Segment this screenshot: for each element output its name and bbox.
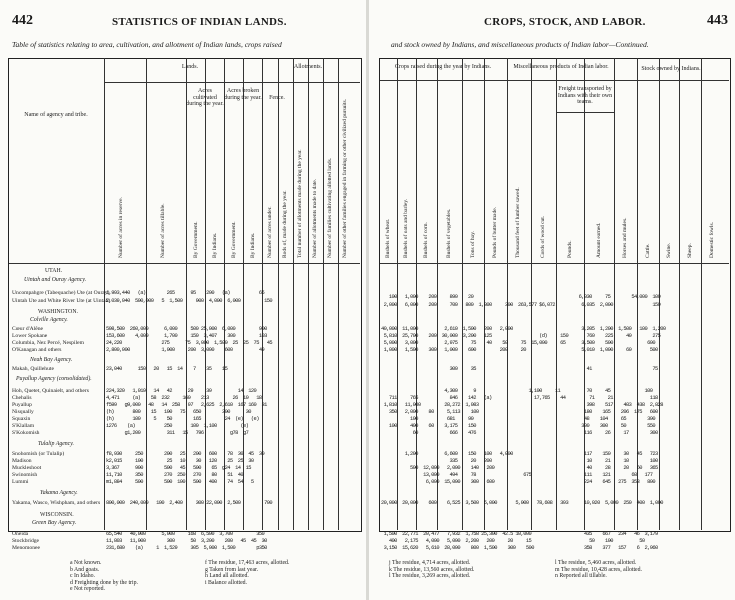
page-number-left: 442 bbox=[12, 13, 33, 28]
col-rule bbox=[278, 58, 279, 530]
row-values: 500 12,000 2,000 140 200 40 28 20 60 365 bbox=[381, 465, 658, 471]
table-row: Yakama, Wasco, Wishpham, and others bbox=[12, 500, 101, 506]
row-values: 40,000 11,000 2,610 1,500 200 2,000 3,205 1,200 1,500 100 1,200 bbox=[381, 326, 666, 332]
col-header: Number of other families engaged in farming or other civilized pursuits. bbox=[342, 99, 348, 258]
row-values: 1,000 1,500 300 1,000 600 200 20 5,010 1,000 60 500 bbox=[381, 347, 658, 353]
row-values: 100 400 60 3,175 150 300 300 50 550 bbox=[381, 423, 656, 429]
state-heading: WISCONSIN. bbox=[40, 512, 74, 518]
caption-left: Table of statistics relating to area, cultivation, and allotment of Indian lands, crops raised bbox=[12, 40, 282, 49]
state-heading: UTAH. bbox=[45, 268, 63, 274]
footnote: b And goats. bbox=[70, 566, 100, 573]
row-values: 60 666 476 116 26 17 300 bbox=[381, 430, 658, 436]
group-header-freight: Freight transported by Indians with their own teams. bbox=[557, 86, 613, 105]
col-header: Number of acres under. bbox=[267, 206, 273, 258]
agency-heading: Tulalip Agency. bbox=[38, 441, 74, 447]
row-values: 24,220 275 75 3,000 1,500 25 25 75 45 bbox=[106, 340, 272, 346]
table-row: Makah, Quillehute bbox=[12, 366, 54, 372]
footnote: f The residue, 17,463 acres, allotted. bbox=[205, 560, 290, 566]
header-divider-right bbox=[380, 263, 729, 264]
footnotes-left-col bbox=[70, 560, 138, 593]
row-values: 224,320 1,019 14 42 29 39 14 120 bbox=[106, 388, 257, 394]
footnotes-right-col bbox=[555, 560, 642, 580]
table-row: Madison bbox=[12, 458, 32, 464]
row-values: i276 (a) 250 100 1,100 (e) bbox=[106, 423, 249, 429]
row-values: 711 765 846 142 (a) 17,765 44 71 21 118 bbox=[381, 395, 658, 401]
right-page bbox=[369, 0, 735, 600]
agency-heading: Neah Bay Agency. bbox=[30, 357, 73, 363]
table-row: Columbia, Nez Percé, Nespilem bbox=[12, 340, 84, 346]
footnote: l The residue, 5,460 acres, allotted. bbox=[555, 560, 637, 566]
agency-heading: Yakama Agency. bbox=[40, 490, 78, 496]
group-header-fence: Fence. bbox=[269, 95, 285, 101]
row-values: 3,367 900 500 45 500 65 g24 14 15 bbox=[106, 465, 251, 471]
col-header: Bushels of corn. bbox=[423, 222, 429, 258]
row-values: 3,150 15,620 5,610 28,000 800 1,500 300 500 358 377 157 6 2,960 bbox=[381, 545, 658, 551]
group-divider-right bbox=[380, 80, 729, 81]
row-values: 2,000 6,000 200 700 800 1,800 300 263,577 $6,072 6,035 2,000 150 bbox=[381, 302, 661, 308]
running-head-left: STATISTICS OF INDIAN LANDS. bbox=[112, 16, 287, 28]
row-values: 153,600 4,000 1,700 150 3,407 300 103 bbox=[106, 333, 267, 339]
row-values: 800,000 240,000 100 2,400 300 22,000 2,500 700 bbox=[106, 500, 272, 506]
footnote: i Balance allotted. bbox=[205, 579, 248, 586]
footnotes-left-col bbox=[389, 560, 474, 580]
footnote: h Land all allotted. bbox=[205, 573, 249, 580]
table-row: Menomonee bbox=[12, 545, 40, 551]
footnote: d Freighting done by the trip. bbox=[70, 579, 138, 586]
col-header: Bushels of wheat. bbox=[385, 218, 391, 258]
table-row: Uintah Ute and White River Ute (at Uintah) bbox=[12, 298, 111, 304]
agency-heading: Green Bay Agency. bbox=[32, 520, 77, 526]
group-divider-left bbox=[104, 82, 360, 83]
col-header: Number of acres in reserve. bbox=[118, 197, 124, 258]
col-header: By Indians. bbox=[250, 232, 256, 258]
row-values: 11,803 11,000 300 50 3,200 200 45 45 30 bbox=[106, 538, 267, 544]
group-header-allotments: Allotments. bbox=[293, 64, 323, 70]
running-head-right: CROPS, STOCK, AND LABOR. bbox=[484, 16, 646, 28]
footnote: c In Idaho. bbox=[70, 573, 95, 580]
row-values: 231,680 (a) 1 1,529 305 5,000 1,500 p350 bbox=[106, 545, 267, 551]
table-row: Squaxin bbox=[12, 416, 31, 422]
row-values: m1,884 500 500 100 500 400 74 54 5 bbox=[106, 479, 254, 485]
table-row: S'Klallam bbox=[12, 423, 35, 429]
row-values: 100 1,000 200 890 20 6,030 75 54,000 100 bbox=[381, 294, 661, 300]
col-rule bbox=[308, 58, 309, 530]
table-row: Cœur d'Alêne bbox=[12, 326, 43, 332]
group-header-lands: Lands. bbox=[181, 64, 199, 70]
row-values: 65,540 40,000 5,000 168 6,500 3,700 350 bbox=[106, 531, 265, 537]
col-header: Amount earned. bbox=[596, 222, 602, 258]
table-row: Stockbridge bbox=[12, 538, 40, 544]
agency-heading: Colville Agency. bbox=[30, 317, 68, 323]
row-values: 13,000 494 78 675 111 121 68 177 bbox=[381, 472, 653, 478]
footnote: a Not known. bbox=[70, 560, 102, 566]
group-header-acres-broken: Acres broken during the year. bbox=[224, 88, 262, 101]
row-values: 1,810 11,000 28,272 1,083 398 517 483 438 2,828 bbox=[381, 402, 663, 408]
col-header: Domestic fowls. bbox=[709, 221, 715, 258]
row-values: (h) 100 5 50 165 24 (e) (e) bbox=[106, 416, 259, 422]
table-row: Swinomish bbox=[12, 472, 38, 478]
col-header: Tons of hay. bbox=[470, 231, 476, 258]
table-row: Snohomish (or Tulalip) bbox=[12, 451, 65, 457]
table-row: O'Kanagan and others bbox=[12, 347, 62, 353]
row-values: 400 2,175 4,000 5,000 2,200 200 20 15 50 100 50 bbox=[381, 538, 645, 544]
group-header-acres-cultivated: Acres cultivated during the year. bbox=[186, 88, 224, 107]
col-header: Number of families cultivating allotted lands. bbox=[327, 157, 333, 258]
row-values: 4,300 9 1,100 11 70 45 100 bbox=[381, 388, 653, 394]
table-row: Uncompahgre (Tabequache) Ute (at Ouray) bbox=[12, 290, 110, 296]
agency-heading: Puyallup Agency (consolidated). bbox=[16, 376, 92, 382]
row-values: f599 g9,000 48 14 258 97 2,625 2,610 167 160 31 bbox=[106, 402, 267, 408]
agency-heading: Uintah and Ouray Agency. bbox=[24, 277, 87, 283]
table-row: Hoh, Quetet, Quinaielt, and others bbox=[12, 388, 89, 394]
col-header: Bushels of oats and barley. bbox=[403, 198, 409, 258]
freight-divider bbox=[556, 112, 614, 113]
row-values: 1,500 22,771 20,477 7,932 1,758 25,300 42.5 10,000 435 667 234 46 3,179 bbox=[381, 531, 658, 537]
row-values: 100 681 90 48 104 65 390 bbox=[381, 416, 656, 422]
footnote: j The residue, 4,714 acres, allotted. bbox=[389, 560, 471, 566]
footnotes-right-col bbox=[205, 560, 289, 586]
table-row: Chehalis bbox=[12, 395, 32, 401]
footnote: m The residue, 10,428 acres, allotted. bbox=[555, 566, 642, 573]
col-header: By Government. bbox=[193, 221, 199, 258]
table-row: S'Kokomish bbox=[12, 430, 40, 436]
col-header: Horses and mules. bbox=[622, 217, 628, 258]
col-header: Rods of, made during the year. bbox=[282, 190, 288, 258]
col-rule bbox=[338, 58, 339, 530]
group-header-crops: Crops raised during the year by Indians. bbox=[394, 64, 492, 70]
table-row: Nisqually bbox=[12, 409, 34, 415]
table-row: Oneida bbox=[12, 531, 29, 537]
row-values: 23,040 150 20 15 14 7 35 15 bbox=[106, 366, 228, 372]
row-values: 335 20 200 10 21 10 100 bbox=[381, 458, 658, 464]
row-values: 5,810 25,700 200 30,000 3,200 125 (d) 150 760 225 40 275 bbox=[381, 333, 661, 339]
row-values: (h) 800 15 100 75 650 300 30 bbox=[106, 409, 251, 415]
group-header-stock: Stock owned by Indians. bbox=[641, 66, 701, 72]
col-header: Bushels of vegetables. bbox=[446, 208, 452, 258]
row-values: g1,200 311 15 796 g78 g7 bbox=[106, 430, 249, 436]
col-header: Thousand feet of lumber sawed. bbox=[515, 187, 521, 258]
row-values: 350 2,000 80 5,113 100 180 165 206 175 600 bbox=[381, 409, 658, 415]
row-values: 11,710 350 270 250 270 80 51 40 bbox=[106, 472, 244, 478]
col-rule bbox=[323, 58, 324, 530]
row-values: 2,800,000 1,000 200 3,000 600 49 bbox=[106, 347, 265, 353]
table-row: Lower Spokane bbox=[12, 333, 48, 339]
row-values: 300 35 41 75 bbox=[381, 366, 658, 372]
table-row: Puyallup bbox=[12, 402, 32, 408]
footnote: l The residue, 3,269 acres, allotted. bbox=[389, 573, 471, 580]
col-header: By Indians. bbox=[212, 232, 218, 258]
col-rule bbox=[679, 58, 680, 530]
row-values: 1,200 6,600 150 100 4,000 117 150 30 45 723 bbox=[381, 451, 658, 457]
table-row: Muckleshoot bbox=[12, 465, 42, 471]
footnote: k The residue, 13,560 acres, allotted. bbox=[389, 566, 475, 573]
footnote: n Reported all tillable. bbox=[555, 573, 607, 580]
col-header: Swine. bbox=[666, 242, 672, 258]
page-number-right: 443 bbox=[707, 13, 728, 28]
row-values: 6,000 15,000 300 600 224 645 275 353 800 bbox=[381, 479, 656, 485]
state-heading: WASHINGTON. bbox=[38, 309, 78, 315]
col-header: Cords of wood cut. bbox=[540, 215, 546, 258]
col-header: Number of acres tillable. bbox=[160, 203, 166, 258]
row-values: 2,039,040 500,000 5 1,500 900 4,000 6,000 150 bbox=[106, 298, 272, 304]
row-values: 1,993,440 (a) 265 95 200 (a) 65 bbox=[106, 290, 265, 296]
col-header: By Government. bbox=[231, 221, 237, 258]
row-values: k2,015 100 25 10 30 120 25 25 30 bbox=[106, 458, 254, 464]
col-header: Pounds of butter made. bbox=[492, 206, 498, 258]
footnote: g Taken from last year. bbox=[205, 566, 259, 573]
col-header: Number of allotments made to date. bbox=[312, 178, 318, 258]
col-header: Cattle. bbox=[645, 243, 651, 258]
footnote: e Not reported. bbox=[70, 586, 105, 593]
row-values: 5,000 3,000 2,975 75 40 50 75 15,000 65 3,500 500 600 bbox=[381, 340, 656, 346]
name-column-header: Name of agency and tribe. bbox=[24, 112, 88, 118]
col-header: Total number of allotments made during the year. bbox=[297, 149, 303, 258]
row-values: 20,000 20,000 600 6,525 3,500 5,000 5,000 78,608 393 10,020 5,000 250 400 1,000 bbox=[381, 500, 663, 506]
left-page bbox=[0, 0, 366, 600]
row-values: 598,500 260,000 6,000 500 25,000 6,000 900 bbox=[106, 326, 267, 332]
col-header: Pounds. bbox=[567, 240, 573, 258]
row-values: f8,930 250 200 25 200 600 78 30 45 30 bbox=[106, 451, 265, 457]
col-rule bbox=[701, 58, 702, 530]
caption-right: and stock owned by Indians, and miscellaneous products of Indian labor—Continued. bbox=[391, 40, 649, 49]
group-header-misc: Miscellaneous products of Indian labor. bbox=[513, 64, 609, 70]
col-rule bbox=[293, 58, 294, 530]
table-row: Lummi bbox=[12, 479, 29, 485]
col-header: Sheep. bbox=[687, 243, 693, 258]
row-values: 4,471 (a) 58 232 160 213 26 10 18 bbox=[106, 395, 262, 401]
